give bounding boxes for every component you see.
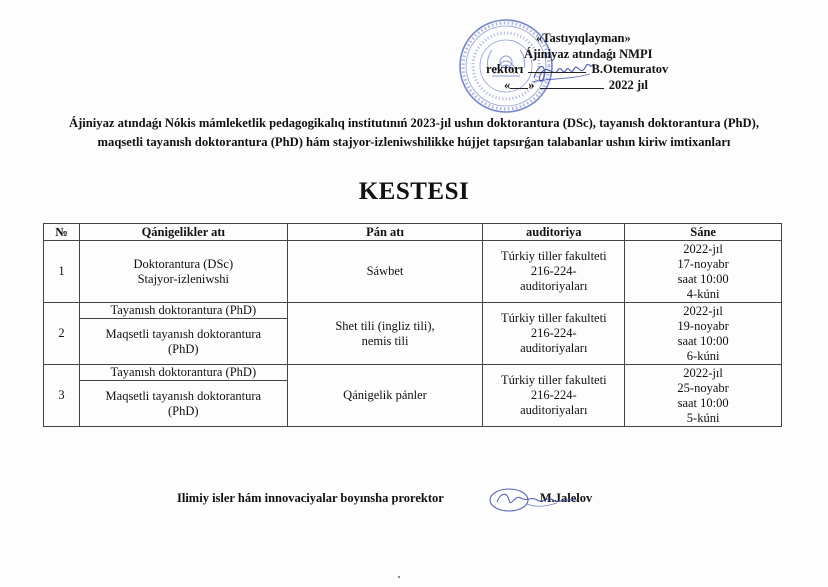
cell-specialty: Tayanısh doktorantura (PhD) (79, 303, 287, 319)
cell-room (483, 303, 625, 365)
header-room: auditoriya (483, 224, 625, 241)
scan-dot (398, 576, 400, 578)
approval-signatory (476, 62, 716, 78)
date-line: 19-noyabr (677, 318, 729, 333)
date-quote-close: » (528, 77, 535, 92)
specialty-line: Maqsetli tayanısh doktorantura (105, 388, 262, 403)
date-quote-open: « (504, 77, 511, 92)
footer-role: Ilimiy isler hám innovaciyalar boyınsha prorektor (177, 491, 444, 505)
date-line: 6-kúni (686, 348, 720, 363)
cell-specialty (79, 241, 287, 303)
cell-date (625, 303, 782, 365)
room-line: 216-224- (530, 388, 577, 402)
cell-subject (287, 303, 483, 365)
subject-line: nemis tili (361, 333, 409, 348)
header-subject: Pán atı (287, 224, 483, 241)
cell-subject: Sáwbet (287, 241, 483, 303)
specialty-line: Maqsetli tayanısh doktorantura (105, 326, 262, 341)
schedule-table (43, 223, 782, 427)
cell-date (625, 365, 782, 427)
footer-name: M.Jalelov (539, 491, 593, 505)
cell-specialty: Tayanısh doktorantura (PhD) (79, 365, 287, 381)
header-number: № (44, 224, 80, 241)
approval-name: B.Otemuratov (591, 62, 669, 76)
date-line: 2022-jıl (683, 365, 723, 380)
cell-room (483, 241, 625, 303)
date-line: 2022-jıl (683, 303, 723, 318)
approval-block (476, 31, 716, 93)
cell-subject: Qánigelik pánler (287, 365, 483, 427)
table-row (44, 303, 782, 319)
approval-date (476, 78, 716, 94)
date-month-blank (540, 78, 604, 89)
room-line: Túrkiy tiller fakulteti (501, 373, 607, 387)
prorector-signature (487, 482, 583, 516)
cell-specialty (79, 381, 287, 427)
date-line: 17-noyabr (677, 256, 729, 271)
room-line: 216-224- (530, 326, 577, 340)
table-header-row (44, 224, 782, 241)
header-specialty: Qánigelikler atı (79, 224, 287, 241)
cell-number: 2 (44, 303, 80, 365)
signature-line (528, 62, 586, 73)
room-line: auditoriyaları (520, 403, 588, 417)
approval-title: «Tastıyıqlayman» (536, 31, 631, 45)
room-line: Túrkiy tiller fakulteti (501, 311, 607, 325)
date-line: saat 10:00 (677, 271, 729, 286)
table-row (44, 365, 782, 381)
specialty-line: (PhD) (168, 341, 199, 356)
specialty-line: (PhD) (168, 403, 199, 418)
document-heading: Ájiniyaz atındaǵı Nókis mámleketlik pedagogikalıq institutınıń 2023-jıl ushın doktorantura (DSc), tayanısh doktorantura (PhD), maqsetli tayanısh doktorantura (PhD) hám stajyor-izleniwshilikke hújjet tapsırǵan talabanlar ushın kiriw imtixanları (69, 116, 759, 149)
cell-number: 1 (44, 241, 80, 303)
date-line: 4-kúni (686, 286, 720, 301)
room-line: auditoriyaları (520, 279, 588, 293)
cell-room (483, 365, 625, 427)
cell-date (625, 241, 782, 303)
date-line: 2022-jıl (683, 241, 723, 256)
date-line: 25-noyabr (677, 380, 729, 395)
date-line: 5-kúni (686, 410, 720, 425)
cell-number: 3 (44, 365, 80, 427)
cell-specialty (79, 319, 287, 365)
specialty-line: Doktorantura (DSc) (133, 256, 234, 271)
specialty-line: Stajyor-izleniwshi (137, 271, 229, 286)
date-line: saat 10:00 (677, 333, 729, 348)
header-date: Sáne (625, 224, 782, 241)
document-title: KESTESI (358, 178, 470, 205)
date-day-blank (510, 78, 528, 89)
room-line: 216-224- (530, 264, 577, 278)
room-line: Túrkiy tiller fakulteti (501, 249, 607, 263)
approval-position: rektorı (486, 62, 524, 76)
table-row (44, 241, 782, 303)
approval-institute: Ájiniyaz atındaǵı NMPI (524, 46, 653, 61)
subject-line: Shet tili (ingliz tili), (335, 318, 435, 333)
room-line: auditoriyaları (520, 341, 588, 355)
date-line: saat 10:00 (677, 395, 729, 410)
approval-year: 2022 jıl (608, 77, 648, 92)
